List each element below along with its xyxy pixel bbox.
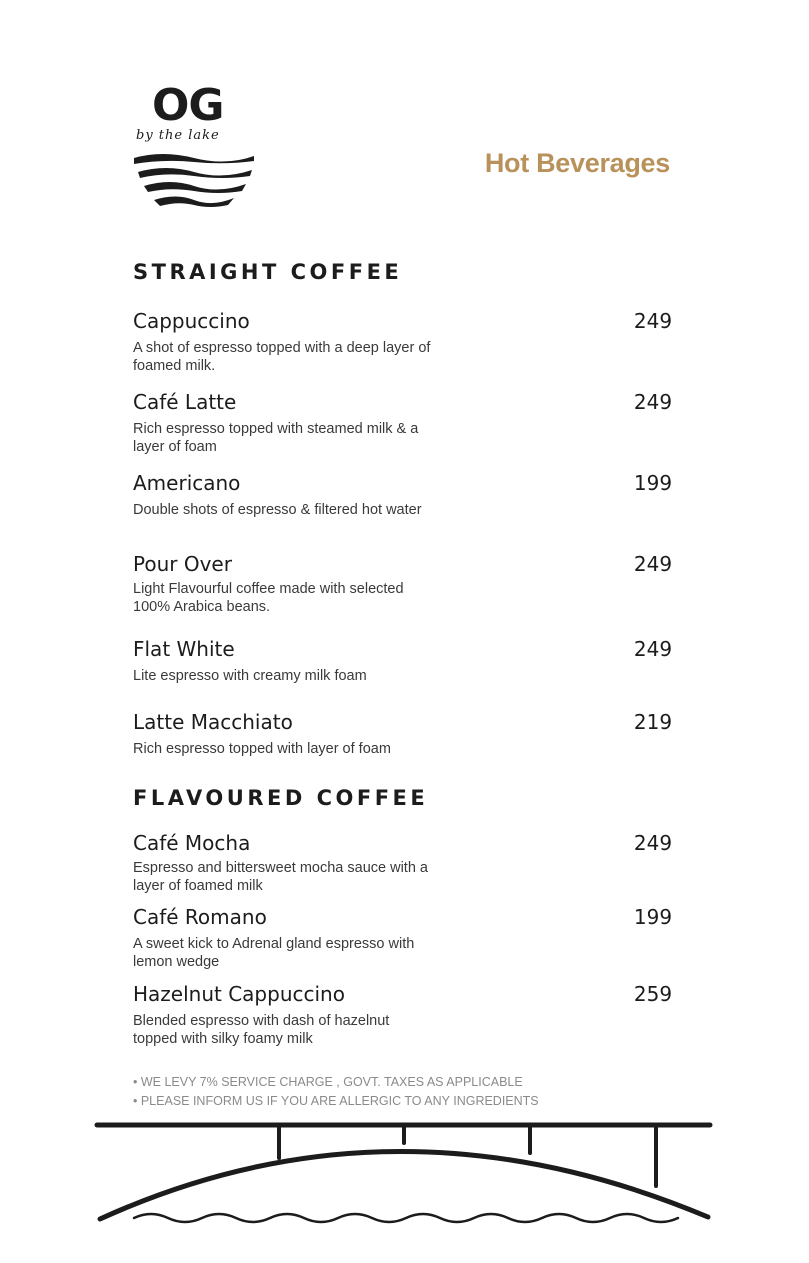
item-description: Rich espresso topped with steamed milk & a layer of foam — [133, 421, 419, 455]
item-name: Café Latte — [133, 390, 237, 414]
section-title-flavoured-coffee: FLAVOURED COFFEE — [133, 786, 429, 810]
item-description: Rich espresso topped with layer of foam — [133, 741, 391, 757]
allergy-note: • PLEASE INFORM US IF YOU ARE ALLERGIC TO ANY INGREDIENTS — [133, 1094, 539, 1108]
item-price: 199 — [633, 905, 673, 929]
item-description: Light Flavourful coffee made with selected 100% Arabica beans. — [133, 581, 404, 615]
item-name: Americano — [133, 471, 241, 495]
item-name: Latte Macchiato — [133, 710, 293, 734]
item-name: Cappuccino — [133, 309, 250, 333]
item-description: Espresso and bittersweet mocha sauce with a layer of foamed milk — [133, 860, 428, 894]
page-title: Hot Beverages — [484, 148, 670, 178]
item-name: Flat White — [133, 637, 235, 661]
item-name: Café Mocha — [133, 831, 251, 855]
item-description: Lite espresso with creamy milk foam — [133, 668, 367, 684]
item-price: 249 — [633, 637, 673, 661]
item-description: A sweet kick to Adrenal gland espresso with lemon wedge — [133, 936, 415, 970]
logo-wordmark: OG — [152, 80, 224, 131]
item-price: 249 — [633, 309, 673, 333]
item-description: Blended espresso with dash of hazelnut topped with silky foamy milk — [133, 1013, 390, 1047]
item-name: Hazelnut Cappuccino — [133, 982, 345, 1006]
item-description: A shot of espresso topped with a deep layer of foamed milk. — [133, 340, 431, 374]
bridge-illustration — [94, 1115, 716, 1230]
item-price: 259 — [633, 982, 673, 1006]
footer-notes — [133, 1073, 539, 1111]
item-price: 199 — [633, 471, 673, 495]
section-title-straight-coffee: STRAIGHT COFFEE — [133, 260, 403, 284]
service-charge-note: • WE LEVY 7% SERVICE CHARGE , GOVT. TAXES AS APPLICABLE — [133, 1075, 523, 1089]
item-description: Double shots of espresso & filtered hot water — [133, 502, 422, 518]
item-price: 249 — [633, 831, 673, 855]
item-name: Pour Over — [133, 552, 232, 576]
brand-logo — [128, 82, 263, 214]
item-price: 249 — [633, 552, 673, 576]
item-price: 219 — [633, 710, 673, 734]
item-name: Café Romano — [133, 905, 267, 929]
logo-tagline: by the lake — [136, 128, 220, 143]
lake-waves-icon — [132, 148, 257, 214]
item-price: 249 — [633, 390, 673, 414]
